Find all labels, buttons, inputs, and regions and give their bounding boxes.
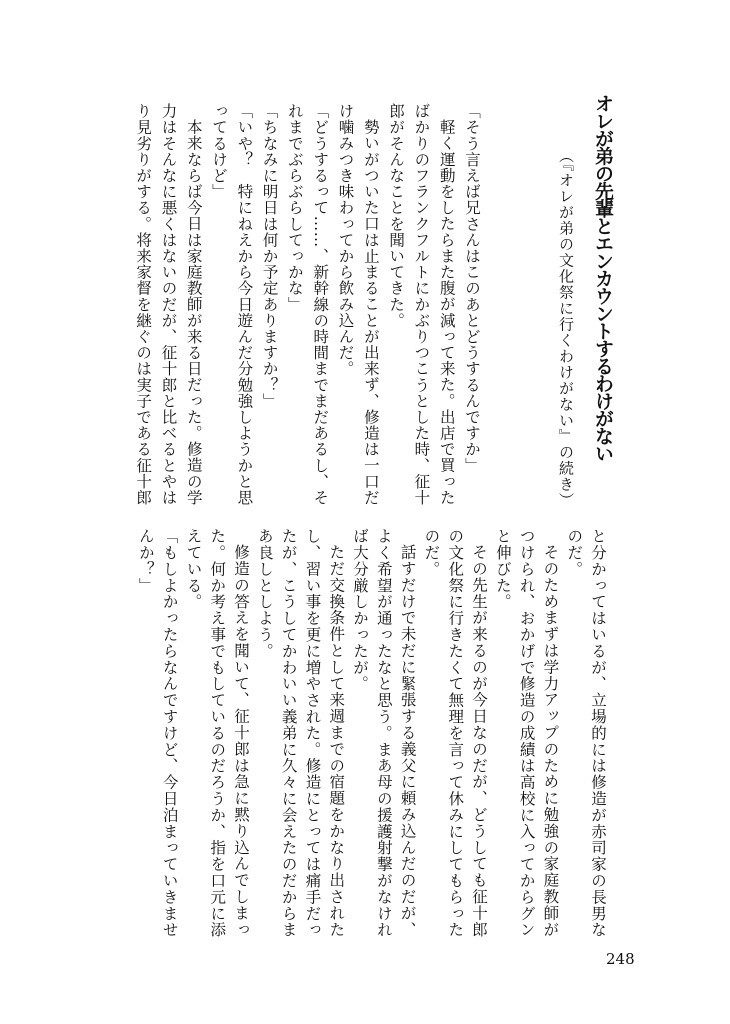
- text-line: 修造の答えを聞いて、征十郎は急に黙り込んでしまっ: [232, 543, 251, 938]
- text-line: 力はそんなに悪くはないのだが、征十郎と比べるとやは: [159, 103, 178, 506]
- text-line: 「どうするって……、新幹線の時間までまだあるし、そ: [311, 103, 330, 506]
- text-line: んか？」: [136, 528, 155, 594]
- text-line: そのためまずは学力アップのために勉強の家庭教師が: [541, 543, 560, 938]
- text-line: えている。: [184, 528, 203, 610]
- text-line: 「ちなみに明日は何か予定ありますか？」: [260, 103, 279, 409]
- body-text-lower: [133, 528, 609, 938]
- text-line: 郎がそんなことを聞いてきた。: [387, 103, 406, 329]
- page-number: 248: [606, 950, 635, 968]
- text-line: れまでぶらぶらしてっかな」: [285, 103, 304, 313]
- text-line: のだ。: [422, 528, 441, 578]
- text-line: あ良しとしよう。: [255, 528, 274, 660]
- text-line: 「もしよかったらなんですけど、今日泊まっていきませ: [160, 528, 179, 938]
- text-line: つけられ、おかげで修造の成績は高校に入ってからグン: [517, 528, 536, 938]
- text-line: 「そう言えば兄さんはこのあとどうするんですか」: [463, 103, 481, 474]
- text-line: ただ交換条件として来週までの宿題をかなり出された: [327, 543, 346, 938]
- text-line: ば大分厳しかったが。: [351, 528, 370, 692]
- text-line: 「いや？ 特にねえから今日遊んだ分勉強しようかと思: [235, 103, 254, 506]
- text-line: 軽く運動をしたらまた腹が減って来た。出店で買った: [437, 118, 456, 505]
- text-line: の文化祭に行きたくて無理を言って休みにしてもらった: [446, 528, 465, 938]
- text-line: と分かってはいるが、立場的には修造が赤司家の長男な: [589, 528, 607, 938]
- text-line: よく希望が通ったなと思う。まあ母の援護射撃がなけれ: [374, 528, 393, 938]
- text-line: 話すだけで未だに緊張する義父に頼み込んだのだが、: [398, 543, 417, 938]
- chapter-title: オレが弟の先輩とエンカウントするわけがない: [592, 94, 614, 462]
- text-line: た。何か考え事でもしているのだろうか、指を口元に添: [208, 528, 227, 938]
- text-line: と伸びた。: [493, 528, 512, 610]
- text-line: け噛みつき味わってから飲み込んだ。: [336, 103, 355, 377]
- text-line: ってるけど」: [210, 103, 229, 200]
- text-line: 本来ならば今日は家庭教師が来る日だった。修造の学: [184, 118, 203, 505]
- text-line: ばかりのフランクフルトにかぶりつこうとした時、征十: [412, 103, 431, 506]
- text-line: り見劣りがする。将来家督を継ぐのは実子である征十郎: [134, 103, 153, 506]
- chapter-subtitle: （『オレが弟の文化祭に行くわけがない』の続き）: [557, 148, 575, 509]
- body-text-upper: [130, 103, 484, 506]
- text-line: し、習い事を更に増やされた。修造にとっては痛手だっ: [303, 528, 322, 938]
- text-line: 勢いがついた口は止まることが出来ず、修造は一口だ: [361, 118, 380, 505]
- text-line: のだ。: [565, 528, 584, 578]
- text-line: その先生が来るのが今日なのだが、どうしても征十郎: [470, 543, 489, 938]
- text-line: たが、こうしてかわいい義弟に久々に会えたのだからま: [279, 528, 298, 938]
